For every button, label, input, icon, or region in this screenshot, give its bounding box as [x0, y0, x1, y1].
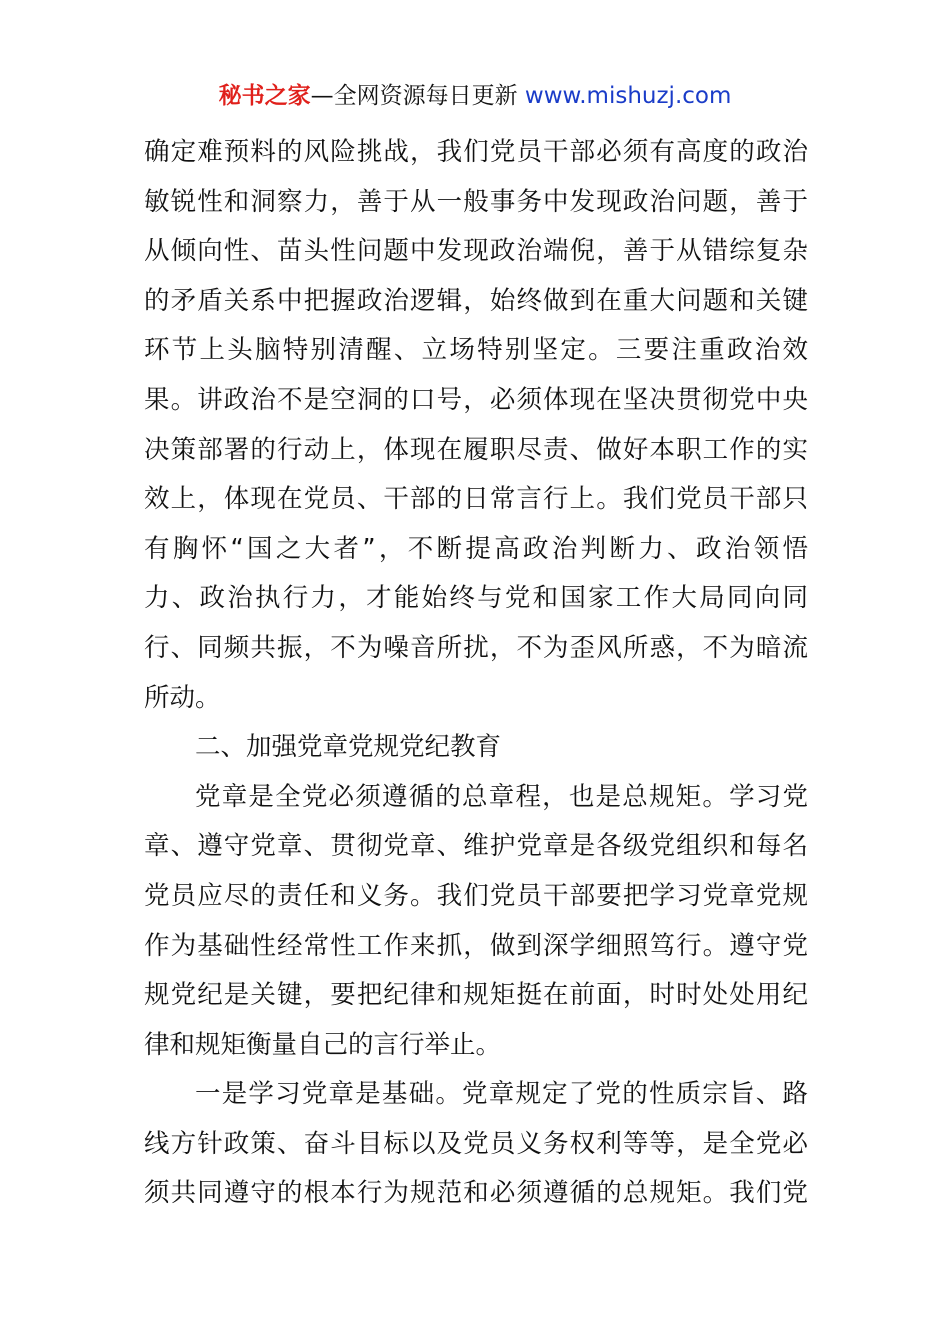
site-url: www.mishuzj.com: [524, 83, 732, 109]
text-line: 规党纪是关键，要把纪律和规矩挺在前面，时时处处用纪: [144, 980, 808, 1011]
text-line: 果。讲政治不是空洞的口号，必须体现在坚决贯彻党中央: [144, 384, 808, 415]
text-line: 党章是全党必须遵循的总章程，也是总规矩。学习党: [195, 781, 808, 812]
text-line: 的矛盾关系中把握政治逻辑，始终做到在重大问题和关键: [144, 285, 808, 316]
text-line: 律和规矩衡量自己的言行举止。: [144, 1029, 502, 1060]
text-line: 力、政治执行力，才能始终与党和国家工作大局同向同: [144, 583, 808, 614]
text-line: 决策部署的行动上，体现在履职尽责、做好本职工作的实: [144, 434, 808, 465]
text-line: 党员应尽的责任和义务。我们党员干部要把学习党章党规: [144, 880, 808, 911]
text-line: 须共同遵守的根本行为规范和必须遵循的总规矩。我们党: [144, 1178, 808, 1209]
brand-name: 秘书之家: [218, 83, 311, 109]
text-line: 确定难预料的风险挑战，我们党员干部必须有高度的政治: [144, 137, 808, 167]
text-line: 所动。: [144, 682, 221, 713]
text-line: 一是学习党章是基础。党章规定了党的性质宗旨、路: [195, 1079, 808, 1110]
text-line: 作为基础性经常性工作来抓，做到深学细照笃行。遵守党: [144, 930, 808, 961]
text-line: 从倾向性、苗头性问题中发现政治端倪，善于从错综复杂: [144, 236, 808, 267]
text-line: 敏锐性和洞察力，善于从一般事务中发现政治问题，善于: [144, 186, 808, 217]
text-line: 效上，体现在党员、干部的日常言行上。我们党员干部只: [144, 484, 808, 515]
site-header: [0, 80, 950, 112]
text-line: 行、同频共振，不为噪音所扰，不为歪风所惑，不为暗流: [144, 632, 808, 663]
header-tagline: —全网资源每日更新: [310, 83, 518, 109]
section-heading: 二、加强党章党规党纪教育: [195, 732, 502, 763]
text-line: 线方针政策、奋斗目标以及党员义务权利等等，是全党必: [144, 1128, 808, 1159]
document-body: [144, 128, 808, 1219]
text-line: 有胸怀“国之大者”，不断提高政治判断力、政治领悟: [144, 533, 808, 564]
text-line: 章、遵守党章、贯彻党章、维护党章是各级党组织和每名: [144, 831, 808, 862]
text-line: 环节上头脑特别清醒、立场特别坚定。三要注重政治效: [144, 335, 808, 366]
